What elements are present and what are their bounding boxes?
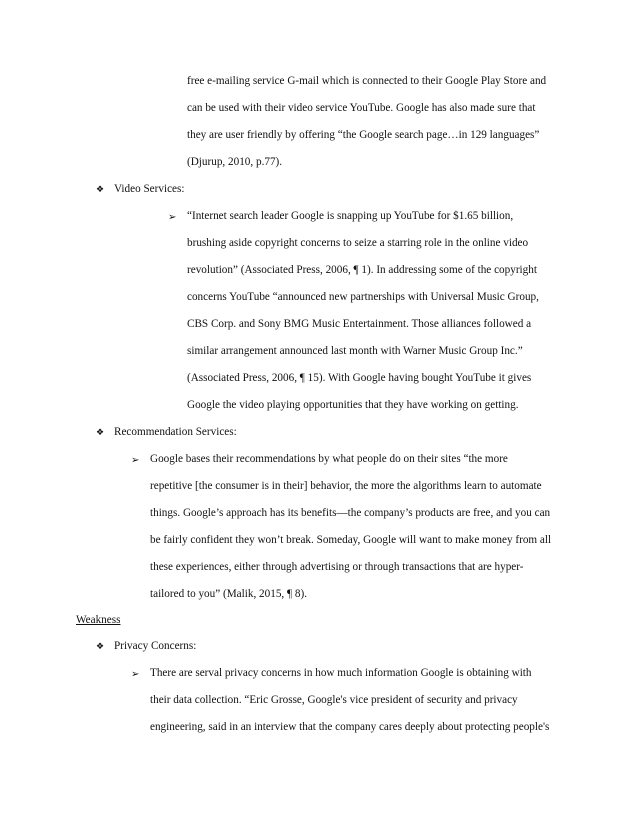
recommendation-line: tailored to you” (Malik, 2015, ¶ 8). — [150, 588, 308, 600]
diamond-bullet-icon: ❖ — [96, 642, 105, 652]
intro-line: they are user friendly by offering “the Google search page…in 129 languages” — [187, 129, 540, 141]
diamond-bullet-icon: ❖ — [96, 185, 105, 195]
video-services-line: “Internet search leader Google is snapping up YouTube for $1.65 billion, — [187, 210, 514, 222]
recommendation-line: these experiences, either through advertising or through transactions that are hyper- — [150, 561, 524, 573]
intro-line: free e-mailing service G-mail which is connected to their Google Play Store and — [187, 75, 547, 87]
recommendation-line: repetitive [the consumer is in their] behavior, the more the algorithms learn to automate — [150, 480, 542, 492]
privacy-line: There are serval privacy concerns in how much information Google is obtaining with — [150, 667, 532, 679]
privacy-line: their data collection. “Eric Grosse, Google's vice president of security and privacy — [150, 694, 518, 706]
video-services-line: CBS Corp. and Sony BMG Music Entertainment. Those alliances followed a — [187, 318, 532, 330]
arrow-bullet-icon: ➢ — [131, 669, 140, 680]
arrow-bullet-icon: ➢ — [168, 212, 177, 223]
recommendation-line: things. Google’s approach has its benefits—the company’s products are free, and you can — [150, 507, 551, 519]
recommendation-line: be fairly confident they won’t break. Someday, Google will want to make money from all — [150, 534, 552, 546]
intro-line: (Djurup, 2010, p.77). — [187, 156, 283, 168]
video-services-line: brushing aside copyright concerns to seize a starring role in the online video — [187, 237, 529, 249]
privacy-line: engineering, said in an interview that the company cares deeply about protecting people's — [150, 721, 550, 733]
video-services-line: (Associated Press, 2006, ¶ 15). With Google having bought YouTube it gives — [187, 372, 532, 384]
section-heading-recommendation-services: Recommendation Services: — [114, 426, 237, 438]
video-services-line: Google the video playing opportunities that they have working on getting. — [187, 399, 519, 411]
section-heading-video-services: Video Services: — [114, 183, 185, 195]
intro-line: can be used with their video service YouTube. Google has also made sure that — [187, 102, 536, 114]
video-services-line: revolution” (Associated Press, 2006, ¶ 1). In addressing some of the copyright — [187, 264, 537, 276]
section-heading-weakness: Weakness — [76, 614, 121, 626]
recommendation-line: Google bases their recommendations by what people do on their sites “the more — [150, 453, 508, 465]
arrow-bullet-icon: ➢ — [131, 455, 140, 466]
video-services-line: similar arrangement announced last month with Warner Music Group Inc.” — [187, 345, 523, 357]
diamond-bullet-icon: ❖ — [96, 428, 105, 438]
section-heading-privacy-concerns: Privacy Concerns: — [114, 640, 197, 652]
video-services-line: concerns YouTube “announced new partnerships with Universal Music Group, — [187, 291, 539, 303]
